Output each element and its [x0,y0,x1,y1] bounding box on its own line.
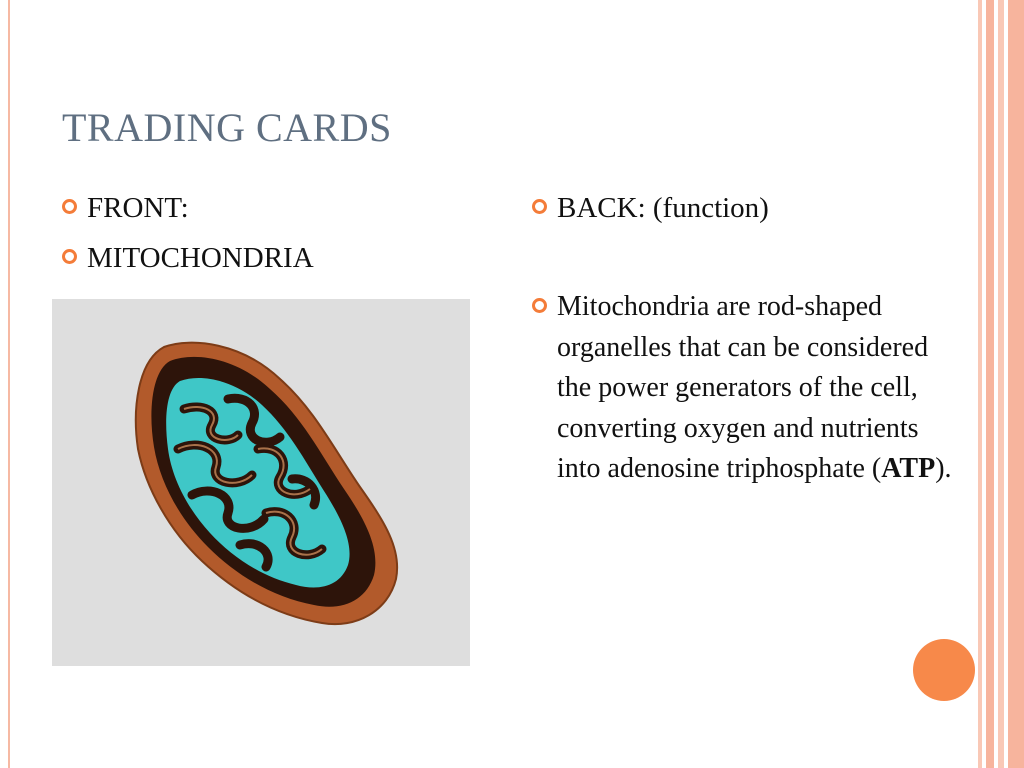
left-border-line [8,0,10,768]
bullet-back-text: BACK: (function) [557,192,769,224]
ring-bullet-icon [62,249,77,264]
description-text-start: Mitochondria are rod-shaped organelles that can be considered the power generators of the cell, converting oxygen and nutrients into adenosine triphosphate ( [557,291,929,484]
slide-title: TRADING CARDS [62,105,392,150]
bullet-description [532,287,952,490]
mitochondrion-illustration [52,299,470,666]
ring-bullet-icon [532,199,547,214]
bullet-back [532,188,769,229]
bullet-mitochondria [62,238,314,279]
bullet-front-text: FRONT: [87,192,189,224]
description-text [557,287,952,490]
bullet-mitochondria-text: MITOCHONDRIA [87,242,314,274]
stripe-1 [978,0,982,768]
ring-bullet-icon [62,199,77,214]
stripe-2 [986,0,994,768]
stripe-3 [998,0,1004,768]
description-text-end: ). [935,453,952,484]
stripe-4 [1008,0,1024,768]
description-bold-atp: ATP [881,453,936,484]
right-stripes-decoration [978,0,1024,768]
ring-bullet-icon [532,298,547,313]
bullet-front [62,188,189,229]
mitochondrion-image [52,299,470,666]
decorative-orange-circle [913,639,975,701]
